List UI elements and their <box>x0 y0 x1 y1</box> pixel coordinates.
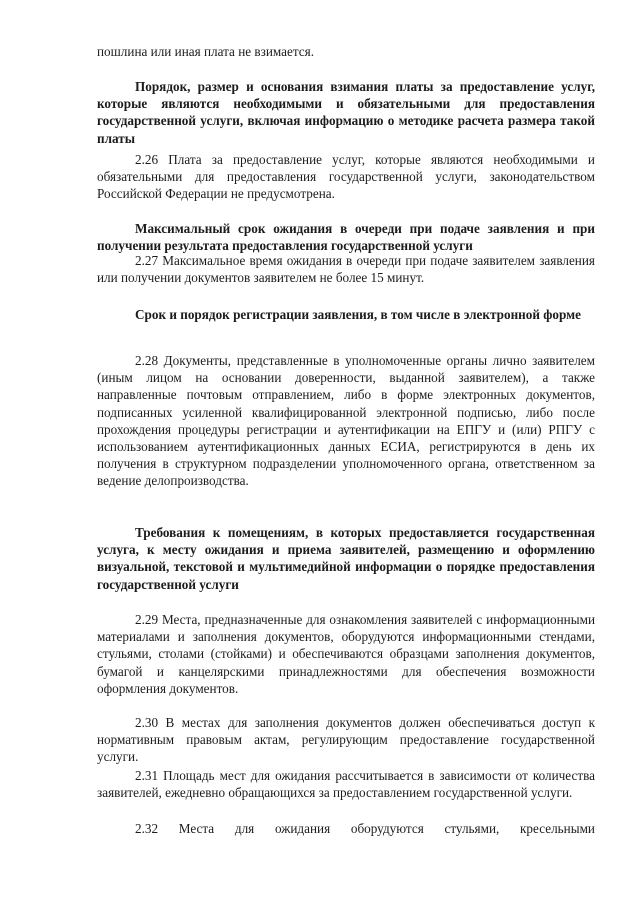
paragraph-2-27: 2.27 Максимальное время ожидания в очереди при подаче заявителем заявления или получении документов заявителем не более 15 минут. <box>97 253 595 286</box>
section-heading-registration: Срок и порядок регистрации заявления, в том числе в электронной форме <box>135 307 581 322</box>
paragraph-2-32: 2.32 Места для ожидания оборудуются стульями, кресельными <box>135 821 595 836</box>
section-heading-queue-time: Максимальный срок ожидания в очереди при подаче заявления и при получении результата предоставления государственной услуги <box>97 221 595 254</box>
paragraph-2-29: 2.29 Места, предназначенные для ознакомления заявителей с информационными материалами и заполнения документов, оборудуются информационными стендами, стульями, столами (стойками) и обеспечиваются образцами заполнения документов, бумагой и канцелярскими принадлежностями для обеспечения возможности оформления документов. <box>97 612 595 696</box>
section-heading-fee-services: Порядок, размер и основания взимания платы за предоставление услуг, которые являются необходимыми и обязательными для предоставления государственной услуги, включая информацию о методике расчета размера такой платы <box>97 79 595 146</box>
section-heading-premises: Требования к помещениям, в которых предоставляется государственная услуга, к месту ожидания и приема заявителей, размещению и оформлению визуальной, текстовой и мультимедийной информации о порядке предоставления государственной услуги <box>97 525 595 592</box>
paragraph-2-30: 2.30 В местах для заполнения документов должен обеспечиваться доступ к нормативным правовым актам, регулирующим предоставление государственной услуги. <box>97 715 595 765</box>
top-line: пошлина или иная плата не взимается. <box>97 44 315 59</box>
paragraph-2-31: 2.31 Площадь мест для ожидания рассчитывается в зависимости от количества заявителей, ежедневно обращающихся за предоставлением государственной услуги. <box>97 768 595 801</box>
paragraph-2-28: 2.28 Документы, представленные в уполномоченные органы лично заявителем (иным лицом на основании доверенности, выданной заявителем), а также направленные почтовым отправлением, либо в форме электронных документов, подписанных усиленной квалифицированной электронной подписью, либо после прохождения процедуры регистрации и аутентификации на ЕПГУ и (или) РПГУ с использованием аутентификационных данных ЕСИА, регистрируются в день их получения в структурном подразделении уполномоченного органа, ответственном за ведение делопроизводства. <box>97 353 595 489</box>
paragraph-2-26: 2.26 Плата за предоставление услуг, которые являются необходимыми и обязательными для предоставления государственной услуги, законодательством Российской Федерации не предусмотрена. <box>97 152 595 202</box>
